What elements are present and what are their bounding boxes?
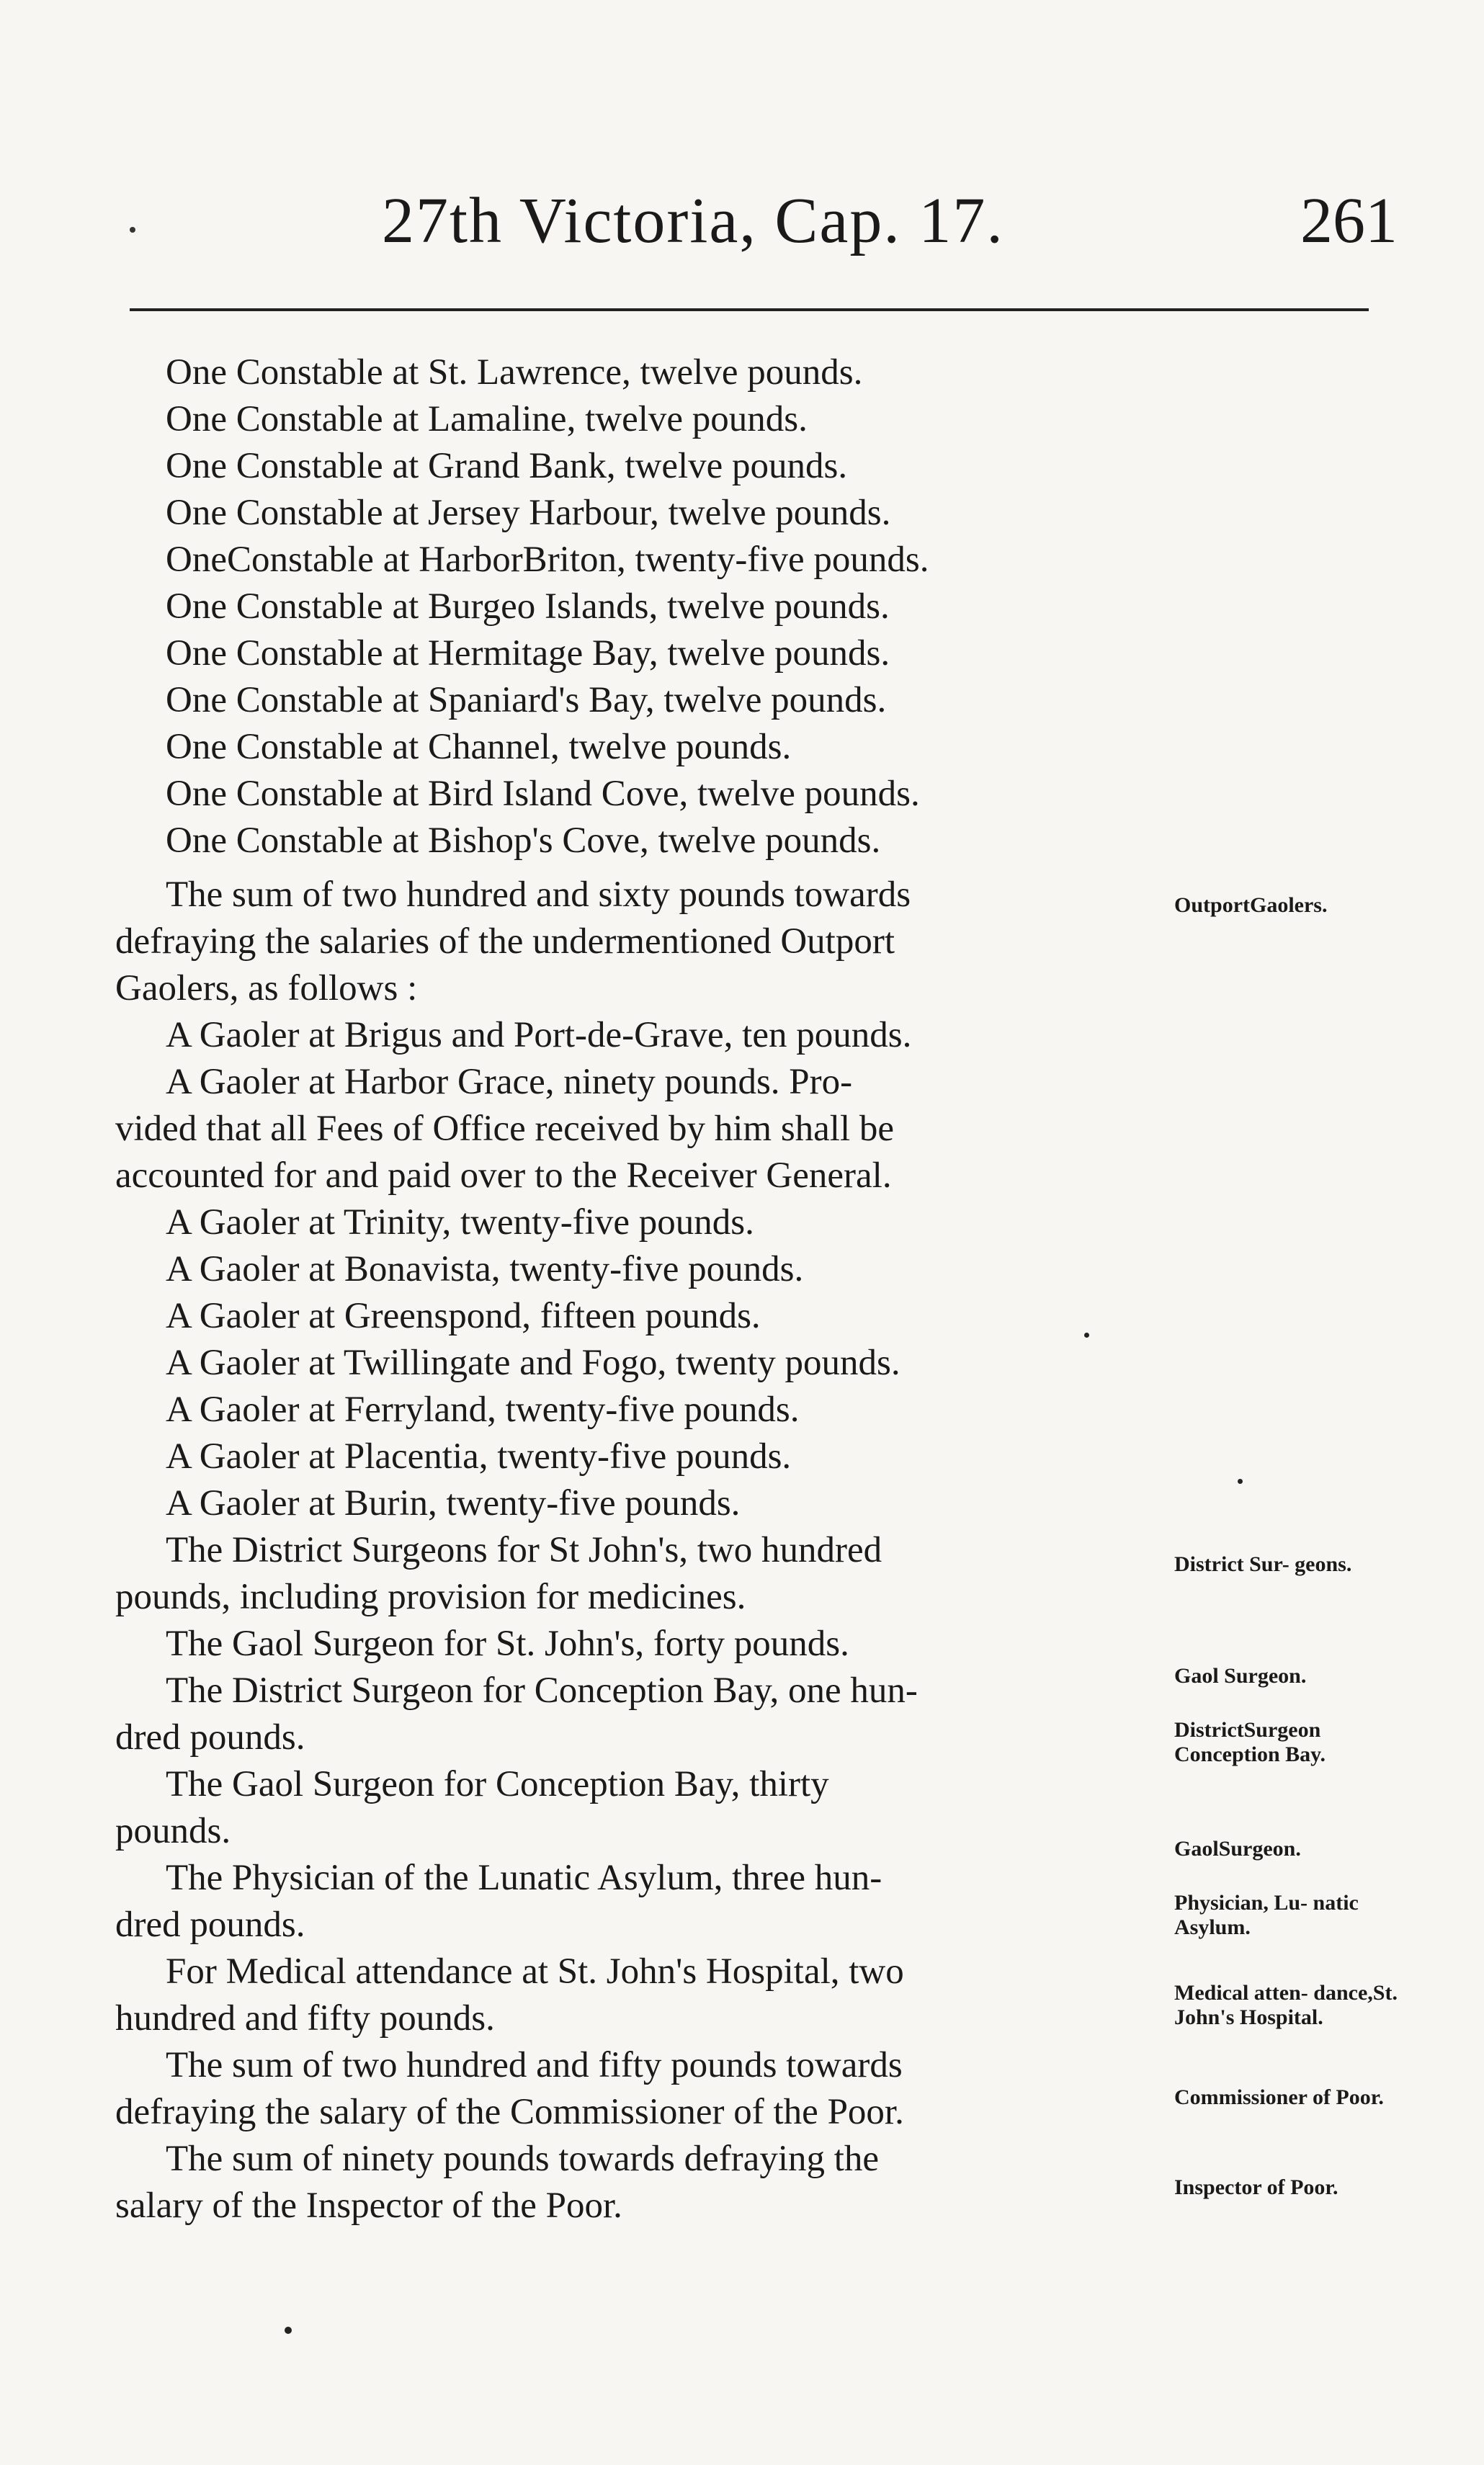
text-line: The sum of ninety pounds towards defraying the	[166, 2139, 880, 2179]
text-line: hundred and fifty pounds.	[115, 1998, 495, 2039]
text-line: One Constable at Channel, twelve pounds.	[166, 727, 792, 767]
header-rule	[130, 308, 1369, 311]
text-line: One Constable at St. Lawrence, twelve pounds.	[166, 352, 863, 393]
text-line: The District Surgeons for St John's, two hundred	[166, 1530, 882, 1570]
text-line: pounds.	[115, 1811, 231, 1851]
body-text	[115, 349, 1160, 2229]
header-dot	[130, 227, 135, 233]
text-line: One Constable at Bishop's Cove, twelve pounds.	[166, 820, 881, 861]
text-line: One Constable at Bird Island Cove, twelve pounds.	[166, 774, 920, 814]
text-line: salary of the Inspector of the Poor.	[115, 2186, 622, 2226]
text-line: For Medical attendance at St. John's Hospital, two	[166, 1951, 904, 1992]
running-title: 27th Victoria, Cap. 17.	[382, 185, 1004, 256]
text-line: A Gaoler at Brigus and Port-de-Grave, ten pounds.	[166, 1015, 912, 1055]
text-line: The sum of two hundred and sixty pounds towards	[166, 874, 911, 915]
margin-note-medical: Medical atten- dance,St. John's Hospital.	[1174, 1981, 1398, 2029]
text-line: vided that all Fees of Office received by him shall be	[115, 1109, 895, 1149]
text-line: pounds, including provision for medicines.	[115, 1577, 746, 1617]
ink-speck	[285, 2327, 292, 2334]
text-line: The District Surgeon for Conception Bay, one hun-	[166, 1670, 918, 1711]
ink-speck	[1084, 1333, 1089, 1338]
margin-note-physician: Physician, Lu- natic Asylum.	[1174, 1891, 1359, 1939]
text-line: dred pounds.	[115, 1717, 305, 1758]
text-line: One Constable at Grand Bank, twelve pounds.	[166, 446, 848, 486]
text-line: defraying the salaries of the undermentioned Outport	[115, 921, 895, 962]
margin-note-inspector: Inspector of Poor.	[1174, 2175, 1338, 2199]
text-line: A Gaoler at Twillingate and Fogo, twenty pounds.	[166, 1343, 900, 1383]
text-line: A Gaoler at Bonavista, twenty-five pounds.	[166, 1249, 804, 1289]
text-line: OneConstable at HarborBriton, twenty-five pounds.	[166, 540, 929, 580]
margin-note-gaol-surgeon: Gaol Surgeon.	[1174, 1664, 1307, 1688]
text-line: One Constable at Lamaline, twelve pounds.	[166, 399, 808, 439]
text-line: The sum of two hundred and fifty pounds towards	[166, 2045, 903, 2085]
text-line: The Physician of the Lunatic Asylum, three hun-	[166, 1858, 882, 1898]
text-line: A Gaoler at Ferryland, twenty-five pounds.	[166, 1390, 800, 1430]
margin-note-gaol-surgeon-cb: GaolSurgeon.	[1174, 1837, 1301, 1861]
text-line: One Constable at Burgeo Islands, twelve pounds.	[166, 586, 890, 627]
text-line: A Gaoler at Placentia, twenty-five pounds.	[166, 1436, 792, 1477]
ink-speck	[1238, 1479, 1243, 1484]
text-line: accounted for and paid over to the Receiver General.	[115, 1155, 892, 1196]
text-line: The Gaol Surgeon for Conception Bay, thirty	[166, 1764, 829, 1804]
text-line: One Constable at Jersey Harbour, twelve pounds.	[166, 493, 891, 533]
text-line: A Gaoler at Harbor Grace, ninety pounds. Pro-	[166, 1062, 853, 1102]
text-line: A Gaoler at Burin, twenty-five pounds.	[166, 1483, 741, 1524]
text-line: The Gaol Surgeon for St. John's, forty pounds.	[166, 1624, 849, 1664]
page-number: 261	[1300, 185, 1398, 256]
text-line: defraying the salary of the Commissioner of the Poor.	[115, 2092, 904, 2132]
margin-note-commissioner: Commissioner of Poor.	[1174, 2085, 1384, 2109]
text-line: dred pounds.	[115, 1905, 305, 1945]
text-line: One Constable at Spaniard's Bay, twelve pounds.	[166, 680, 887, 720]
margin-note-district-surgeon-cb: DistrictSurgeon Conception Bay.	[1174, 1718, 1326, 1766]
margin-note-district-surgeons: District Sur- geons.	[1174, 1552, 1352, 1576]
text-line: One Constable at Hermitage Bay, twelve pounds.	[166, 633, 890, 674]
text-line: A Gaoler at Greenspond, fifteen pounds.	[166, 1296, 761, 1336]
page-header	[115, 184, 1412, 270]
text-line: Gaolers, as follows :	[115, 968, 418, 1008]
text-line: A Gaoler at Trinity, twenty-five pounds.	[166, 1202, 754, 1243]
margin-note-outport-gaolers: OutportGaolers.	[1174, 893, 1328, 917]
